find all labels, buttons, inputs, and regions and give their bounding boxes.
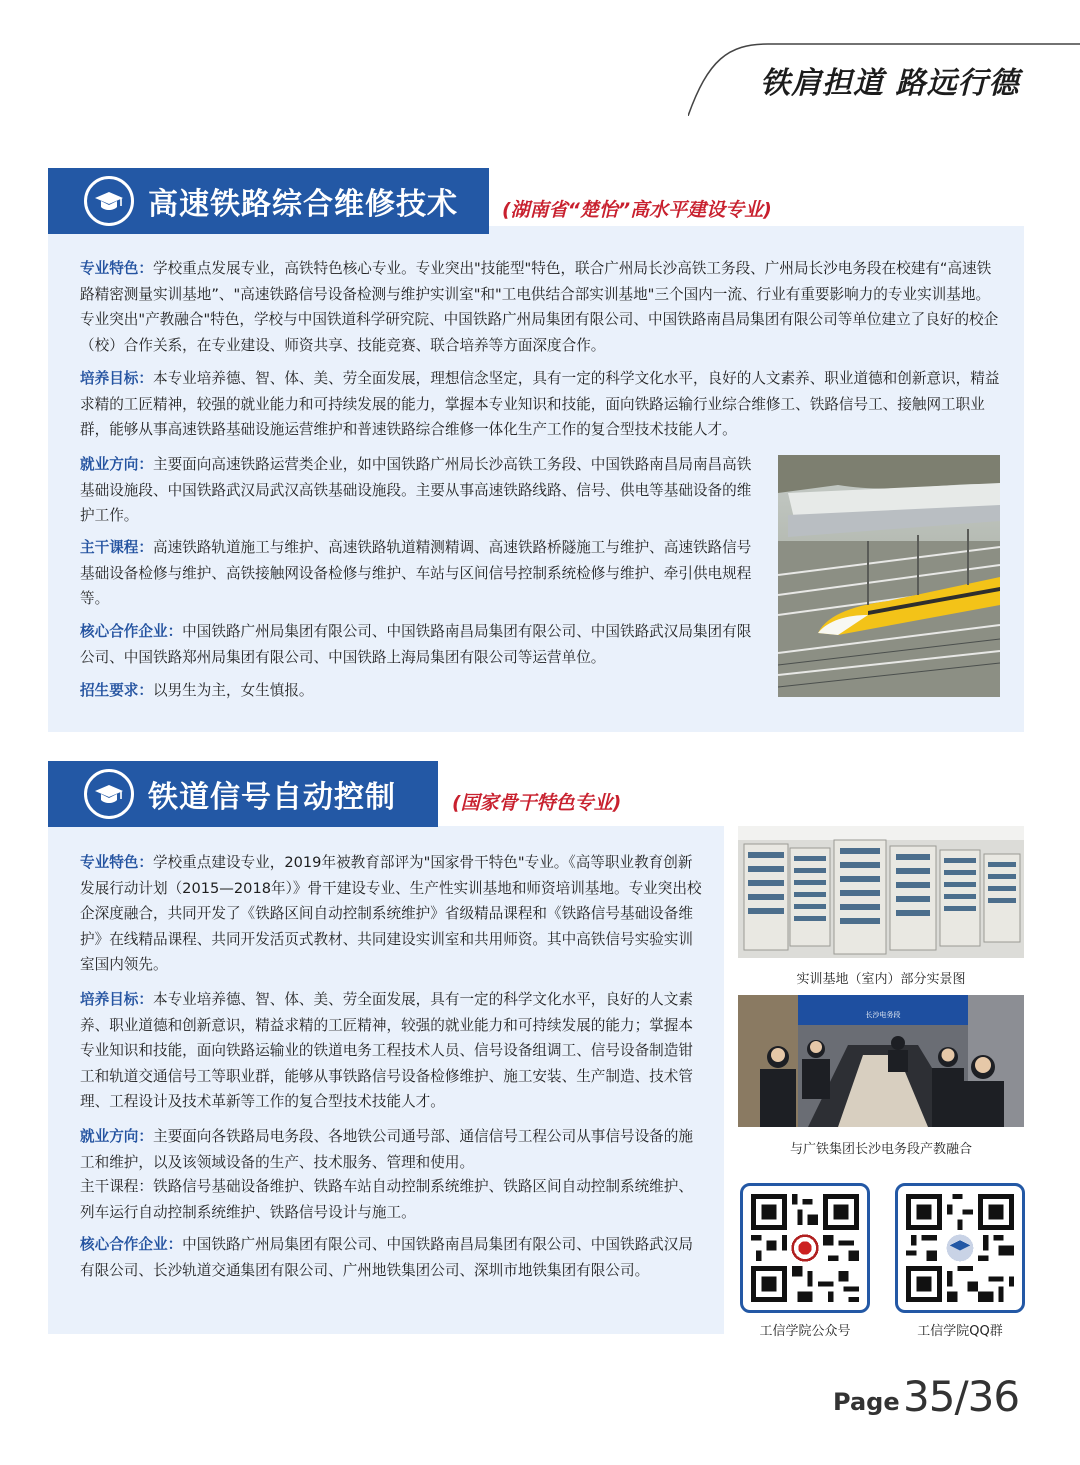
qq-qr-label: 工信学院QQ群: [917, 1324, 1003, 1339]
wechat-qr-label: 工信学院公众号: [759, 1324, 851, 1339]
para-label: 核心合作企业：: [80, 1236, 183, 1253]
graduation-cap-icon: [84, 769, 134, 819]
meeting-photo-caption: 与广铁集团长沙电务段产教融合: [789, 1142, 972, 1157]
para-label: 就业方向：: [80, 456, 153, 473]
para-label: 培养目标：: [80, 370, 153, 387]
para-label: 核心合作企业：: [80, 623, 183, 640]
section2-feature-para: [80, 850, 702, 978]
para-text: 主干课程：铁路信号基础设备维护、铁路车站自动控制系统维护、铁路区间自动控制系统维护、列车运行自动控制系统维护、铁路信号设计与施工。: [80, 1178, 693, 1221]
lab-photo-caption: 实训基地（室内）部分实景图: [796, 972, 966, 987]
para-text: 本专业培养德、智、体、美、劳全面发展，理想信念坚定，具有一定的科学文化水平，良好的人文素养、职业道德和创新意识，精益求精的工匠精神，较强的就业能力和可持续发展的能力，掌握本专业知识和技能，面向铁路运输行业综合维修工、铁路信号工、接触网工职业群，能够从事高速铁路基础设施运营维护和普速铁路综合维修一体化生产工作的复合型技术技能人才。: [80, 370, 1000, 438]
page-label: Page: [833, 1388, 900, 1416]
section2-career-para: [80, 1124, 702, 1175]
meeting-photo: [738, 995, 1024, 1127]
training-lab-photo: [738, 826, 1024, 958]
para-text: 主要面向高速铁路运营类企业，如中国铁路广州局长沙高铁工务段、中国铁路南昌局南昌高铁基础设施段、中国铁路武汉局武汉高铁基础设施段。主要从事高速铁路线路、信号、供电等基础设备的维护工作。: [80, 456, 752, 524]
section1-feature-para: [80, 256, 1002, 358]
school-motto: 铁肩担道 路远行德: [760, 66, 1020, 101]
section1-enroll-para: [80, 678, 760, 704]
para-text: 中国铁路广州局集团有限公司、中国铁路南昌局集团有限公司、中国铁路武汉局有限公司、长沙轨道交通集团有限公司、广州地铁集团公司、深圳市地铁集团有限公司。: [80, 1236, 693, 1279]
section1-header: [48, 168, 489, 234]
section1-course-para: [80, 535, 760, 612]
graduation-cap-icon: [84, 176, 134, 226]
para-label: 就业方向：: [80, 1128, 153, 1145]
section1-title: 高速铁路综合维修技术: [148, 187, 458, 222]
section1-career-para: [80, 452, 760, 529]
para-label: 招生要求：: [80, 682, 153, 699]
para-text: 高速铁路轨道施工与维护、高速铁路轨道精测精调、高速铁路桥隧施工与维护、高速铁路信号基础设备检修与维护、高铁接触网设备检修与维护、车站与区间信号控制系统检修与维护、牵引供电规程等。: [80, 539, 752, 607]
para-text: 以男生为主，女生慎报。: [152, 682, 314, 699]
section1-partner-para: [80, 619, 760, 670]
para-label: 主干课程：: [80, 539, 153, 556]
para-text: 中国铁路广州局集团有限公司、中国铁路南昌局集团有限公司、中国铁路武汉局集团有限公司、中国铁路郑州局集团有限公司、中国铁路上海局集团有限公司等运营单位。: [80, 623, 752, 666]
section2-header: [48, 761, 438, 827]
para-text: 学校重点建设专业，2019年被教育部评为"国家骨干特色"专业。《高等职业教育创新发展行动计划（2015—2018年）》骨干建设专业、生产性实训基地和师资培训基地。专业突出校企深度融合，共同开发了《铁路区间自动控制系统维护》省级精品课程和《铁路信号基础设备维护》在线精品课程、共同开发活页式教材、共同建设实训室和共用师资。其中高铁信号实验实训室国内领先。: [80, 854, 702, 973]
wechat-qr-code[interactable]: [740, 1183, 870, 1313]
para-label: 培养目标：: [80, 991, 153, 1008]
para-label: 专业特色：: [80, 260, 153, 277]
section1-goal-para: [80, 366, 1002, 443]
para-label: 专业特色：: [80, 854, 153, 871]
para-text: 主要面向各铁路局电务段、各地铁公司通号部、通信信号工程公司从事信号设备的施工和维护，以及该领域设备的生产、技术服务、管理和使用。: [80, 1128, 693, 1171]
section2-subtitle: (国家骨干特色专业): [452, 792, 622, 814]
page-number: 35/36: [903, 1372, 1020, 1421]
section2-course-para: [80, 1174, 702, 1225]
meeting-banner-text: 长沙电务段: [865, 1011, 901, 1019]
section2-partner-para: [80, 1232, 702, 1283]
section2-title: 铁道信号自动控制: [148, 780, 396, 815]
high-speed-train-photo: [778, 455, 1000, 697]
para-text: 本专业培养德、智、体、美、劳全面发展，具有一定的科学文化水平，良好的人文素养、职业道德和创新意识，精益求精的工匠精神，较强的就业能力和可持续发展的能力；掌握本专业知识和技能，面向铁路运输业的铁道电务工程技术人员、信号设备组调工、信号设备制造钳工和轨道交通信号工等职业群，能够从事铁路信号设备检修维护、施工安装、生产制造、技术管理、工程设计及技术革新等工作的复合型技术技能人才。: [80, 991, 693, 1110]
qq-group-qr-code[interactable]: [895, 1183, 1025, 1313]
section2-goal-para: [80, 987, 702, 1115]
para-text: 学校重点发展专业，高铁特色核心专业。专业突出"技能型"特色，联合广州局长沙高铁工务段、广州局长沙电务段在校建有“高速铁路精密测量实训基地”、"高速铁路信号设备检测与维护实训室"和"工电供结合部实训基地"三个国内一流、行业有重要影响力的专业实训基地。专业突出"产教融合"特色，学校与中国铁道科学研究院、中国铁路广州局集团有限公司、中国铁路南昌局集团有限公司等单位建立了良好的校企（校）合作关系，在专业建设、师资共享、技能竞赛、联合培养等方面深度合作。: [80, 260, 999, 354]
section1-subtitle: (湖南省“楚怡”高水平建设专业): [502, 199, 772, 221]
